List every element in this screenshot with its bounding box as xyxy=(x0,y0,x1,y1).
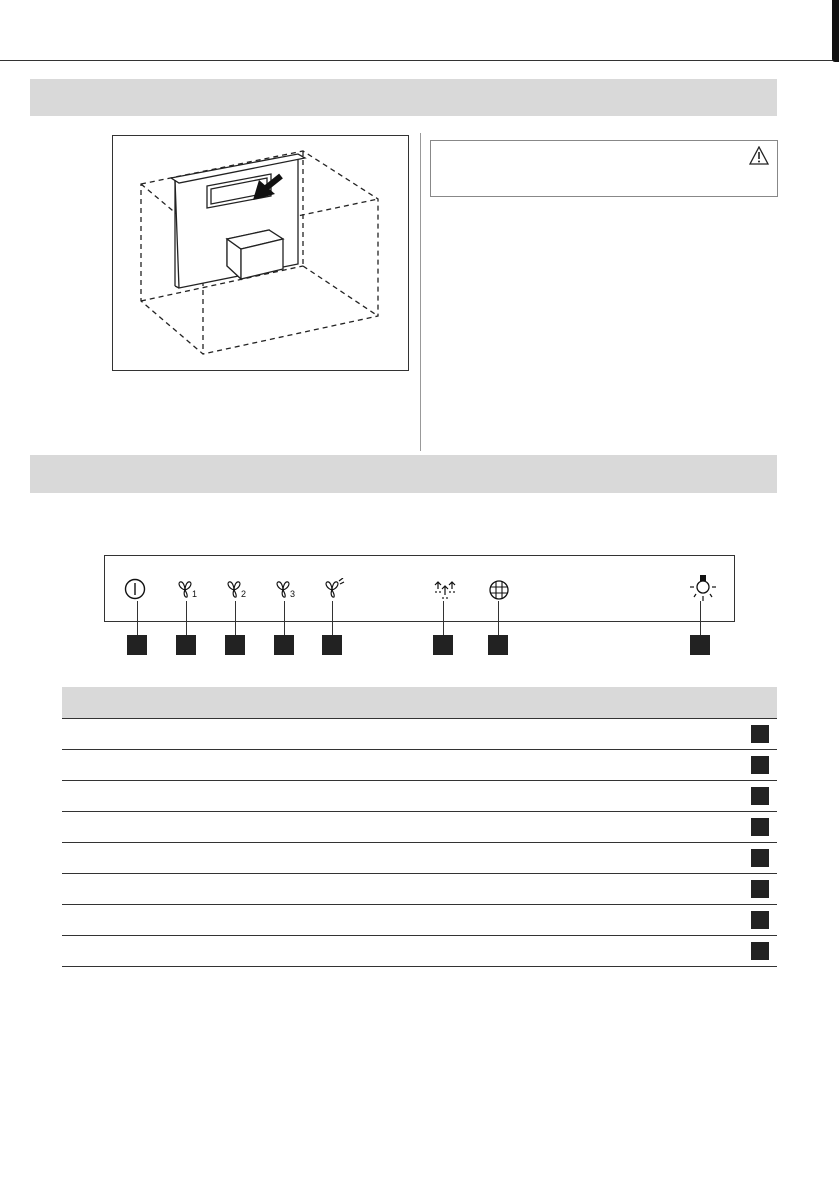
callout-marker-3 xyxy=(225,635,245,655)
leader-line-2 xyxy=(186,601,187,635)
table-row xyxy=(62,843,777,874)
svg-text:2: 2 xyxy=(241,589,247,599)
leader-line-6 xyxy=(443,601,444,635)
callout-marker-1 xyxy=(127,635,147,655)
svg-text:3: 3 xyxy=(290,589,296,599)
callout-marker-2 xyxy=(176,635,196,655)
leader-line-8 xyxy=(700,601,701,635)
control-panel xyxy=(104,555,735,622)
light-bulb-icon xyxy=(689,574,717,604)
table-row xyxy=(62,936,777,967)
section-header-bar-2 xyxy=(30,455,777,493)
leader-line-3 xyxy=(235,601,236,635)
table-row xyxy=(62,874,777,905)
power-on-off-icon xyxy=(124,578,146,600)
fan-speed-1-icon xyxy=(177,580,199,600)
table-row xyxy=(62,905,777,936)
automatic-mode-icon xyxy=(433,577,457,601)
installation-illustration xyxy=(112,135,409,371)
table-row xyxy=(62,750,777,781)
svg-text:1: 1 xyxy=(192,589,198,599)
row-marker xyxy=(751,849,769,867)
cabinet-drawing xyxy=(113,136,408,370)
leader-line-5 xyxy=(332,601,333,635)
fan-speed-2-icon xyxy=(226,580,248,600)
section-header-bar-1 xyxy=(30,79,777,116)
callout-marker-5 xyxy=(322,635,342,655)
filter-grid-icon xyxy=(488,579,510,601)
table-header xyxy=(62,687,777,719)
column-divider xyxy=(420,133,421,451)
leader-line-1 xyxy=(137,601,138,635)
fan-boost-icon xyxy=(322,578,346,600)
fan-speed-3-icon xyxy=(275,580,297,600)
callout-marker-7 xyxy=(488,635,508,655)
row-marker xyxy=(751,818,769,836)
page-edge-tab xyxy=(832,0,839,62)
row-marker xyxy=(751,880,769,898)
row-marker xyxy=(751,942,769,960)
leader-line-4 xyxy=(284,601,285,635)
table-row xyxy=(62,781,777,812)
row-marker xyxy=(751,725,769,743)
row-marker xyxy=(751,756,769,774)
callout-marker-4 xyxy=(274,635,294,655)
controls-table xyxy=(62,687,777,967)
warning-triangle-icon xyxy=(749,146,769,165)
row-marker xyxy=(751,787,769,805)
leader-line-7 xyxy=(498,601,499,635)
warning-box xyxy=(430,140,778,197)
table-row xyxy=(62,719,777,750)
row-marker xyxy=(751,911,769,929)
table-row xyxy=(62,812,777,843)
callout-marker-6 xyxy=(433,635,453,655)
page-top-rule xyxy=(0,60,836,61)
callout-marker-8 xyxy=(690,635,710,655)
